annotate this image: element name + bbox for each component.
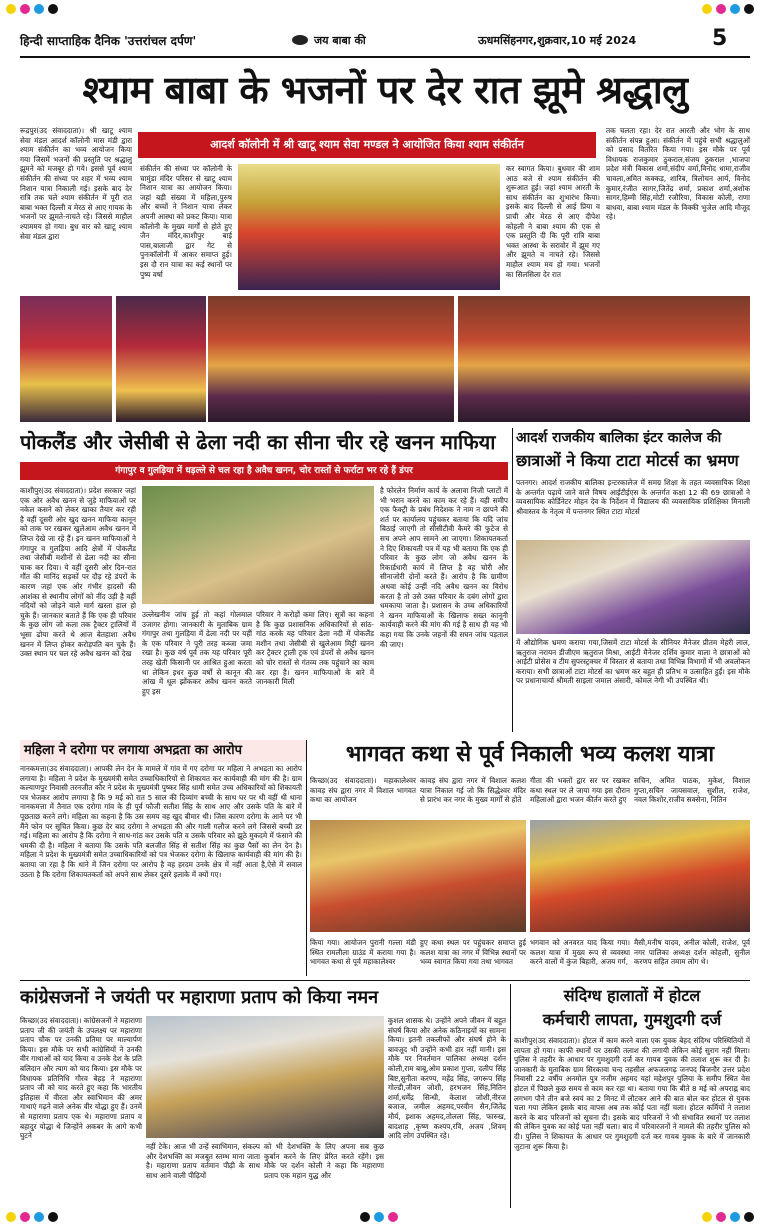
bottom-right-color-dots: [702, 1212, 754, 1222]
story5-col4b: मैसी,मनीष यादव, अनील कोली, राजेश, पूर्व नगर पालिका अध्यक्ष दर्शन कोहली, सुनील करणप सहित तमाम लोग थे।: [634, 938, 750, 967]
black-dot: [744, 4, 754, 14]
story2-headline: पोकलैंड और जेसीबी से ढेला नदी का सीना चीर रहे खनन माफिया: [20, 430, 496, 454]
magenta-dot: [20, 1212, 30, 1222]
cyan-dot: [34, 4, 44, 14]
section-rule: [20, 980, 750, 981]
story2-col1: काशीपुर(उद संवाददाता)। प्रदेश सरकार जहां एक ओर अवैध खनन से जुड़े माफियाओं पर नकेल कसने को लेकर खाका तैयार कर रही है वहीं दूसरी ओर खुद खनन माफिया कानून को ताक पर रखकर खुलेआम अवैध खनन में लिप्त देखे जा रहे हैं। इन खनन माफियाओं ने गंगापुर व गुलड़िया आदि क्षेत्रों में पोकलैंड तथा जेसीबी मशीनों से ढेला नदी का सीना चाक कर दिया। ये वहीं दूसरी ओर दिन-रात गौंत की मानिंद सड़कों पर दौड़ रहे डंपरों के कारण जहां एक ओर गंभीर हादसों की आशंका से स्थानीय लोगों को नींद उड़ी है वहीं नदियों को जोड़ने वाले मार्ग खस्ता हाल हो चुके हैं। जानकार बताते हैं कि एक ही परिवार के कुछ लोग जो कला तक ट्रैक्टर ट्रालियों में भूसा ढोया करते थे आज बेतहाशा अवैध खनन में लिप्त होकर करोड़पति बन चुके हैं। उक्त स्थान पर चल रहे अवैध खनन को देख: [20, 486, 136, 659]
center-slogan: जय बाबा की: [314, 34, 366, 47]
story5-procession-photo-2: [530, 820, 750, 932]
story2-col4: है फोरलेन निर्माण कार्य के अलावा निजी प्लाटों में भी भरान करने का काम कर रहे हैं। यही समीप एक फैक्ट्री के प्रबंध निदेशक ने नाम न छापने की शर्त पर कार्यालय पहुंचकर बताया कि यदि जांच बिठाई जाएगी तो सीसीटीवी कैमरे की फुटेज से सच अपने आप सामने आ जाएगा। शिकायतकर्ता ने दिए शिकायती पत्र में यह भी बताया कि एक ही परिवार के कुछ लोग जो अवैध खनन के रिकार्डधारी कार्य में लिप्त है वह चोरी और सीनाजोरी दोनों करते हैं। आरोप है कि ग्रामीण अथवा कोई उन्हीं नदि अवैध खनन का विरोध करता है तो उसे उक्त परिवार के दबंग लोगों द्वारा धमकाया जाता है। प्रशासन के उच्च अधिकारियों ने खनन माफियाओं के खिलाफ सख्त कानूनी कार्यवाही करने की मांग की गई है साथ ही यह भी कहा गया कि उनके जहनों की सघन जांच पड़ताल की जाए।: [380, 486, 508, 649]
story6-tribute-photo: [146, 1016, 384, 1138]
column-divider: [510, 984, 511, 1208]
story3-intro: पतनगर। आदर्श राजकीय बालिका इन्टरकालेज में समग्र शिक्षा के तहत व्यवसायिक शिक्षा के अन्तर्गत पढ़ाये जाने वाले विषय आईटीईएस के अन्तर्गत कक्षा 12 की 69 छात्राओं ने व्यवसायिक कोर्डिनेटर मोहन देव के निर्देशन में विद्यालय की व्यवसायिक प्रशिक्षिका मिनाली श्रीवास्तव के नेतृत्व में पन्तनगर स्थित टाटा मोटर्स: [516, 478, 750, 516]
black-dot: [48, 4, 58, 14]
story6-headline: कांग्रेसजनों ने जयंती पर महाराणा प्रताप को किया नमन: [20, 987, 379, 1008]
story1-col4: तक चलता रहा। देर रात आरती और भोग के साथ संकीर्तन संपन्न हुआ। संकीर्तन में पहुंचे सभी श्रद्धालुओं को प्रसाद वितरित किया गया। इस मौके पर पूर्व विधायक राजकुमार ठुकराल,संजय ठुकराल ,भाजपा प्रदेश मंत्री विकास शर्मा,संदीप वर्मा,विनोद धामा,राजीव चावला,अमित कक्कड़, शारिब, त्रिलोचन आर्य, विनोद कुमार,रंजीत सागर,जितेंद्र शर्मा, प्रकाश शर्मा,अशोक सागर,हिम्मी सिंह,मोटी रजौरिया, विकास कोली, राणा बाधवा, बाबा श्याम मंडल के विक्की भुजेल आदि मौजूद रहे।: [606, 126, 750, 222]
column-divider: [512, 428, 513, 732]
top-left-color-dots: [6, 4, 58, 14]
story7-body: काशीपुर(उद संवाददाता)। होटल में काम करने वाला एक युवक बेहद संदिग्ध परिस्थितियों में लापता हो गया। काफी स्थानों पर उसकी तलाश की लगायी लेकिन कोई सुराग नहीं मिला। पुलिस ने तहरीर के आधार पर गुमशुदगी दर्ज कर गायब युवक की तलाश शुरू कर दी है। जानकारी के मुताबिक ग्राम सिरकावा चन्द तहसील अफजलगढ़ जनपद बिजनौर उत्तर प्रदेश निवासी 22 वर्षीय अनमोल पुत्र नजीम अहमद यहां महेशपुर पुलिया के समीप स्थित वेस होटल में पिछले कुछ समय से काम कर रहा था। बताया गया कि बीते 8 मई को अपराह्न बाद लगभग पौने तीन बजे स्वयं का 2 मिनट में लौटकर आने की बात बोल कर होटल से युवक चला गया लेकिन इसके बाद वापस अब तक कोई पता नहीं चला। होटल कर्मियों ने तलाश करने के बाद परिजनों को सूचना दी। इसके बाद परिजनों ने भी संभावित स्थानों पर तलाश की लेकिन युवक का कोई पता नहीं चला। बाद में परिवारजनों ने मामले की तहरीर पुलिस को दी। पुलिस ने शिकायत के आधार पर गुमशुदगी दर्ज कर गायब युवक के बारे में जानकारी जुटाना शुरू किया है।: [514, 1036, 750, 1151]
story3-students-photo: [516, 540, 750, 634]
story2-subhead: गंगापुर व गुलड़िया में धड़ल्ले से चल रहा है अवैध खनन, चोर रास्तों से फर्राटा भर रहे हैं डंपर: [20, 462, 508, 480]
black-dot: [744, 1212, 754, 1222]
top-right-color-dots: [702, 4, 754, 14]
magenta-dot: [716, 4, 726, 14]
story4-headline: महिला ने दरोगा पर लगाया अभद्रता का आरोप: [20, 740, 306, 762]
cyan-dot: [730, 1212, 740, 1222]
story3-body: में औद्योगिक भ्रमण कराया गया,जिसमें टाटा मोटर्स के सीनियर मैनेजर प्रीतम मेहरी लाल, ऋतुराज नरायन डीजीएम ऋतुराज मिश्रा, आईटी मैनेजर दर्शिव कुमार वाला ने छात्राओं को आईटी प्रोसेस व टीम सुपरस्ट्रक्चर में विस्तार से बताया तथा विभिन्न विभागों में भी अवलोकन कराया। सभी छात्राओं टाटा मोटर्स का भ्रमण कर बहुत ही प्रतिभ व उत्साहित हुईं। इस मौके पर प्रधानाचार्या श्रीमती साइला जमाल अंसारी, कोमल नेगी भी उपस्थित थी।: [516, 638, 750, 686]
story2-mining-photo: [142, 486, 374, 604]
paper-name: हिन्दी साप्ताहिक दैनिक 'उत्तरांचल दर्पण': [20, 34, 197, 48]
story7-headline-line2: कर्मचारी लापता, गुमशुदगी दर्ज: [542, 1010, 722, 1029]
story1-col3: कर स्वागत किया। बुधवार की शाम आठ बजे से श्याम संकीर्तन की शुरूआत हुई। जहां श्याम आरती के साथ संकीर्तन का शुभारंभ किया। इसके बाद दिल्ली से आई प्रिया व प्राची और मेरठ से आए दीपेश कोहली ने बाबा श्याम की एक से एक प्रस्तुति दी कि पूरी रात्रि बाबा भक्त आस्था के सरावोर में झूम गए और झूमते व नाचते रहे। जिससे माहौल श्याम मय हो गया। भजनों का सिलसिला देर रात: [506, 164, 600, 279]
place-date: ऊधमसिंहनगर,शुक्रवार,10 मई 2024: [478, 34, 637, 47]
cyan-dot: [34, 1212, 44, 1222]
masthead: [20, 28, 760, 56]
story1-stage-photo: [238, 164, 500, 290]
story7-headline-line1: संदिग्ध हालातों में होटल: [563, 986, 701, 1005]
story1-col2: संकीर्तन की संध्या पर कॉलोनी के चामुंडा मंदिर परिसर से खाटू श्याम निशान यात्रा का आयोजन किया। जहां बड़ी संख्या में महिला,पुरुष और बच्चों ने निशान यात्रा लेकर अपनी आस्था को प्रकट किया। यात्रा कॉलोनी के मुख्य मार्गों से होते हुए जैन मंदिर,काशीपुर बाई पास,बालाजी द्वार गेट से पुनःकॉलोनी में आकर समाप्त हुई। इस दौ रान यात्रा का कई स्थानों पर पुष्प वर्षा: [140, 164, 232, 279]
story5-col2b: हुए कथा स्थल पर पहुंचकर समाप्त हुई कलश यात्रा का नगर में विभिन्न स्थानों पर भव्य स्वागत किया गया तथा भागवत: [420, 938, 526, 967]
bottom-left-color-dots: [6, 1212, 58, 1222]
masthead-rule: [20, 56, 750, 58]
story5-col3: गीता की भक्तों द्वार सर पर रखकर कथा स्थल पर ले जाया गया इस दौरान महिलाओं द्वारा भजन कीर्तन करते हुए: [530, 776, 630, 805]
story1-crowd-photo-1: [208, 296, 454, 422]
story1-col1: रूद्रपुर(उद संवाददाता)। श्री खाटू श्याम सेवा मंडल आदर्श कॉलोनी मास मंडी द्वारा श्याम संकीर्तन का भव्य आयोजन किया गया जिसमें भजनों की प्रस्तुति पर श्रद्धालु झूमने को मजबूर हो गये। इससे पूर्व श्याम संकीर्तन की संध्या पर शहर में भव्य श्याम निशान यात्रा निकाली गई। इसके बाद देर रात्रि तक चले श्याम संकीर्तन में पूरी रात बाबा भक्त दिल्ली व मेरठ से आए गायक के भजनों पर झूमते-नाचते रहे। जिससे माहौल श्याममय हो गया। बुध वार को खाटू श्याम सेवा मंडल द्वारा: [20, 126, 132, 241]
story6-col4: कुशल शासक थे। उन्होंने अपने जीवन में बहुत संघर्ष किया और अनेक कठिनाइयों का सामना किया। इतनी तकलीफों और संघर्ष होने के बावजूद भी उन्होंने कभी हार नहीं मानी। इस मौके पर निवर्तमान पालिका अध्यक्ष दर्शन कोली,राम बाबू,ओम प्रकाश गुप्ता, दलीप सिंह बिष्ट,सुनीता करण्य, महेंद्र सिंह, जगरूप सिंह गोल्डी,जीवन जोशी, हरभजन सिंह,नितिन शर्मा,धर्मेंद्र सिन्धी, केलाश जोशी,नीरज बजाज, जमील अहमद,परवीन सैन,जितेंद्र मौर्य, इशाक अहमद,तोलला सिंह, फारुख, बादशाह ,कृष्ण कश्यप,रवि, अजय ,शिवम् आदि लोग उपस्थित रहे।: [388, 1016, 506, 1141]
slogan-emblem-icon: [292, 35, 308, 45]
story6-col3: को भी देशभक्ति के लिए अपना सब कुछ कुर्बान करने के लिए प्रेरित करते रहेंगे। इस मौके पर दर्शन कोली ने कहा कि महाराणा प्रताप एक महान युद्ध और: [264, 1142, 384, 1180]
story5-col4: सचिन, अमित पाठक, मुकेश, विशाल गुप्ता,सचिन जायसवाल, सुशील, राजेश, नवल किशोर,राजीव सक्सेना, नितिन: [634, 776, 750, 805]
story4-body: नानकमत्ता(उद संवाददाता)। आपकी लेन देन के मामले में गांव में गए दरोगा पर महिला ने अभद्रता का आरोप लगाया है। महिला ने प्रदेश के मुख्यमंत्री समेत उच्चाधिकारियों से शिकायत कर कार्यवाही की मांग की है। ग्राम कल्याणपुर निवासी तरनजीत कौर ने प्रदेश के मुख्यमंत्री पुष्कर सिंह धामी समेत उच्च अधिकारियों को शिकायती पत्र भेजकर आरोप लगाया है कि 9 मई को रात 5 साल की दिव्यांग बच्ची के साथ घर पर थी वहीं थी थाना नानकमत्ता में तैनात एक दरोगा गांव के ही पूर्व फौजी सतीश सिंह के साथ आए और उसके पति के बारे में पूछताछ करने लगे। महिला का कहना है कि उस समय वह खुद बीमार थी। जिस कारण दरोगा के आने पर भी मैंने फोन पर सूचित किया। कुछ देर बाद दरोगा ने अभद्रता की और गाली गलौज करने लगे जिससे बच्ची डर गई। महिला का आरोप है कि दरोगा ने साथ-गांठ कर उसके पति व उसके परिवार को झूठे मुकदमे में फंसाने की धमकी दी है। महिला ने बताया कि उसके पति बलजीत सिंह से सतीश सिंह का कुछ पैसों का लेन देन है। महिला ने प्रदेश के मुख्यमंत्री समेत उच्चाधिकारियों को पत्र भेजकर दरोगा के खिलाफ कार्यवाही की मांग की है। बताया जा रहा है कि थाने में जिन दरोगा पर आरोप है वह हरदम उनके क्षेत्र में नहीं आता है,ऐसे में सवाल उठता है कि दरोगा शिकायतकर्ता को अपने साथ लेकर दूसरे इलाके में क्यों गए।: [20, 764, 302, 879]
black-dot: [48, 1212, 58, 1222]
story1-subhead: आदर्श कॉलोनी में श्री खाटू श्याम सेवा मण्डल ने आयोजित किया श्याम संकीर्तन: [138, 132, 596, 158]
story1-singer-photo-2: [116, 296, 206, 422]
story5-headline: भागवत कथा से पूर्व निकाली भव्य कलश यात्रा: [345, 742, 715, 767]
story2-col2: उल्लेखनीय जांच हुई तो कहां गोलमाल उजागर होगा। जानकारी के मुताबिक ग्राम गंगापुर तथा गुलड़िया में ढेला नदी पर यहीं के एक परिवार ने पूरी तरह कब्जा जमा रखा है। कुछ वर्ष पूर्व तक यह परिवार पूरी तरह खेती किसानी पर आश्रित हुआ करता था लेकिन इधर कुछ वर्षों से कानून की आंख में धूल झोंककर अवैध खनन करते हुए इस: [142, 610, 252, 696]
cyan-dot: [374, 1212, 384, 1222]
story2-col3: परिवार ने करोड़ों कमा लिए। सूत्रों का कहना है कि कुछ प्रशासनिक अधिकारियों से सांठ-गांठ करके यह परिवार ढेला नदी में पोकलैंड मशीन तथा जेसीबी से खुलेआम मिट्टी खनन कर ट्रैक्टर ट्राली ट्रक एवं डंपरों से अवैध खनन को चोर रास्तों से गंतव्य तक पहुंचाने का काम कर रहा है। खनन माफियाओं के बारे में जानकारी मिली: [256, 610, 374, 687]
black-dot: [360, 1212, 370, 1222]
cyan-dot: [730, 4, 740, 14]
story6-col1: किच्छा(उद संवाददाता)। कांग्रेसजनों ने महाराणा प्रताप जी की जयंती के उपलक्ष्य पर महाराणा प्रताप चौक पर उनकी प्रतिमा पर माल्यार्पण किया। इस मौके पर सभी कांग्रेसियों ने उनकी वीर गाथाओं को याद किया व उनके देश के प्रति बलिदान और त्याग को याद किया। इस मौके पर विधायक प्रतिनिधि गौरव बेहड़ ने महाराणा प्रताप जी को याद करते हुए कहा कि भारतीय इतिहास में वीरता और स्वाभिमान की अमर गाथाएं गढ़ने वाले अनेक वीर योद्धा हुए हैं। उनमें से महाराणा प्रताप एक थे। महाराणा प्रताप व बहादुर योद्धा थे जिन्होंने अकबर के आगे कभी घुटने: [20, 1016, 142, 1141]
yellow-dot: [6, 4, 16, 14]
yellow-dot: [702, 1212, 712, 1222]
story1-crowd-photo-2: [458, 296, 750, 422]
story6-col2: नहीं टेके। आज भी उन्हें स्वाभिमान, संकल्प और देशभक्ति का मजबूत स्तम्भ माना जाता है। महाराणा प्रताप वर्तमान पीढ़ी के साथ साथ आने वाली पीढ़ियों: [146, 1142, 260, 1180]
story3-headline-line1: आदर्श राजकीय बालिका इंटर कालेज की: [516, 430, 722, 446]
yellow-dot: [702, 4, 712, 14]
story5-col1b: किया गया। आयोजन पुरानी गल्ला मंडी स्थित रामलीला ग्राउंड में कराया गया है। भागवत कथा से पूर्व महाकालेश्वर: [310, 938, 416, 967]
bottom-center-color-dots: [360, 1212, 398, 1222]
column-divider: [306, 740, 307, 976]
story3-headline-line2: छात्राओं ने किया टाटा मोटर्स का भ्रमण: [516, 451, 739, 470]
magenta-dot: [388, 1212, 398, 1222]
story5-col3b: भगवान को अनवरत याद किया गया। कलश यात्रा में मुख्य रूप से व्यवस्था करने वालों में कुंज बिहारी, अजय गर्ग,: [530, 938, 630, 967]
story5-procession-photo-1: [310, 820, 526, 932]
yellow-dot: [6, 1212, 16, 1222]
story1-singer-photo-1: [20, 296, 112, 422]
main-headline: श्याम बाबा के भजनों पर देर रात झूमे श्रद्धालु: [82, 68, 688, 112]
magenta-dot: [20, 4, 30, 14]
page-number: 5: [712, 26, 728, 51]
story5-col1: किच्छा(उद संवाददाता)। महाकालेश्वर कावड़ संघ द्वारा नगर में विशाल भागवत कथा का आयोजन: [310, 776, 416, 805]
magenta-dot: [716, 1212, 726, 1222]
story5-col2: कावड़ संघ द्वारा नगर में विशाल कलश यात्रा निकाल गई जो कि सिद्धेश्वर मंदिर से प्रारंभ कर नगर के मुख्य मार्गों से होते: [420, 776, 526, 805]
